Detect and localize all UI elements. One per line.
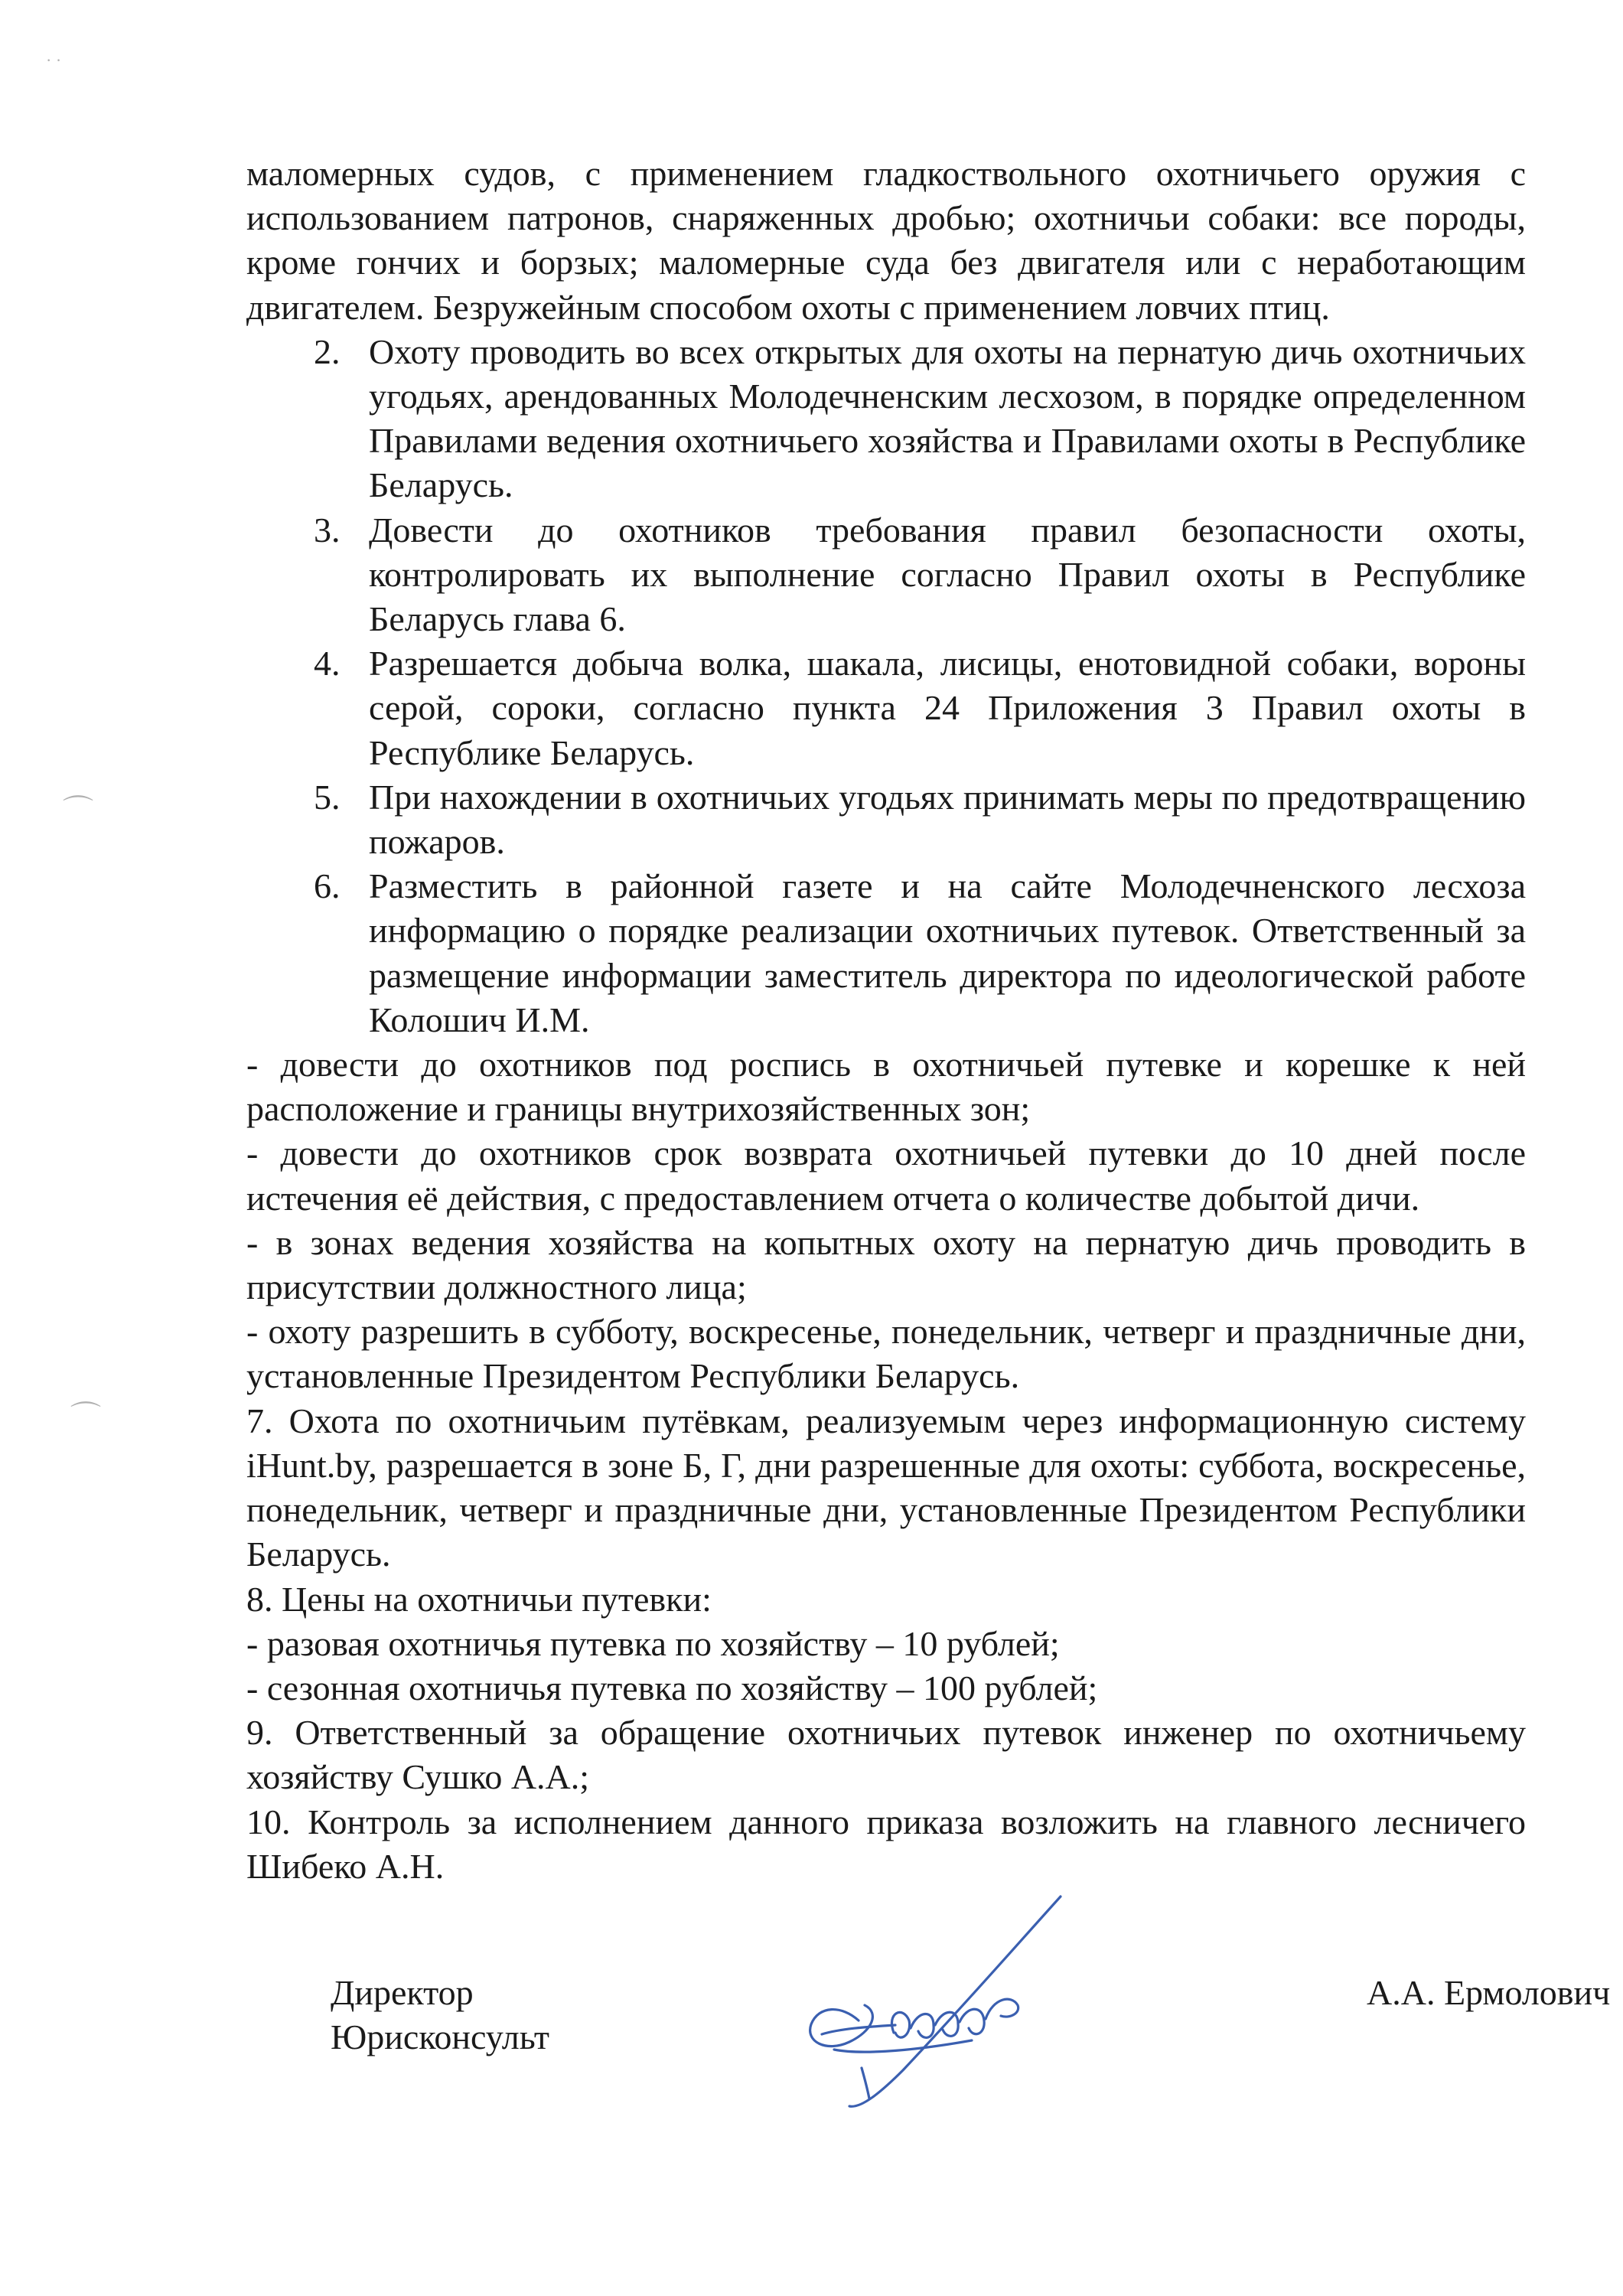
scan-mark-mid-left: ⌒ (63, 794, 93, 828)
price-line: - сезонная охотничья путевка по хозяйству – 100 рублей; (246, 1668, 1098, 1707)
list-item (246, 330, 1526, 508)
item-number: 6. (314, 866, 341, 906)
document-body (246, 152, 1526, 1889)
dash-item: - в зонах ведения хозяйства на копытных охоту на пернатую дичь проводить в присутствии должностного лица; (246, 1222, 1526, 1307)
item-text: Довести до охотников требования правил безопасности охоты, контролировать их выполнение согласно Правил охоты в Республике Беларусь глава 6. (369, 510, 1526, 639)
item-7-paragraph: 7. Охота по охотничьим путёвкам, реализуемым через информационную систему iHunt.by, разрешается в зоне Б, Г, дни разрешенные для охоты: суббота, воскресенье, понедельник, четверг и праздничные дни, установленные Президентом Республики Беларусь. (246, 1401, 1526, 1574)
dash-item: - охоту разрешить в субботу, воскресенье, понедельник, четверг и праздничные дни, установленные Президентом Республики Беларусь. (246, 1312, 1526, 1396)
item-8-prices (246, 1577, 1526, 1711)
intro-paragraph: маломерных судов, с применением гладкоствольного охотничьего оружия с использованием патронов, снаряженных дробью; охотничьи собаки: все породы, кроме гончих и борзых; маломерные суда без двигателя или с неработающим двигателем. Безружейным способом охоты с применением ловчих птиц. (246, 154, 1526, 327)
scan-mark-lower-left: ⌒ (70, 1400, 101, 1434)
item-text: Разрешается добыча волка, шакала, лисицы, енотовидной собаки, вороны серой, сороки, согласно пункта 24 Приложения 3 Правил охоты в Республике Беларусь. (369, 644, 1526, 772)
numbered-list (246, 330, 1526, 1042)
list-item (246, 641, 1526, 775)
signature-block (331, 1971, 1611, 2060)
director-name: А.А. Ермолович (1367, 1973, 1611, 2012)
prices-heading: 8. Цены на охотничьи путевки: (246, 1579, 712, 1619)
list-item (246, 864, 1526, 1042)
item-text: Охоту проводить во всех открытых для охоты на пернатую дичь охотничьих угодьях, арендованных Молодечненским лесхозом, в порядке определенном Правилами ведения охотничьего хозяйства и Правилами охоты в Республике Беларусь. (369, 331, 1526, 505)
scan-mark-top-left: · · (46, 51, 62, 70)
item-text: Разместить в районной газете и на сайте Молодечненского лесхоза информацию о порядке реализации охотничьих путевок. Ответственный за размещение информации заместитель директора по идеологической работе Колошич И.М. (369, 866, 1526, 1039)
item-10-paragraph: 10. Контроль за исполнением данного приказа возложить на главного лесничего Шибеко А.Н. (246, 1802, 1526, 1886)
item-number: 3. (314, 510, 341, 550)
list-item (246, 775, 1526, 864)
list-item (246, 508, 1526, 642)
item-number: 5. (314, 777, 341, 817)
signatory-roles (331, 1971, 1524, 2060)
dash-item: - довести до охотников под роспись в охотничьей путевке и корешке к ней расположение и границы внутрихозяйственных зон; (246, 1045, 1526, 1129)
item-9-paragraph: 9. Ответственный за обращение охотничьих путевок инженер по охотничьему хозяйству Сушко А.А.; (246, 1713, 1526, 1797)
role-legal-adviser: Юрисконсульт (331, 2017, 550, 2056)
item-number: 4. (314, 644, 341, 683)
item-text: При нахождении в охотничьих угодьях принимать меры по предотвращению пожаров. (369, 777, 1526, 862)
price-line: - разовая охотничья путевка по хозяйству – 10 рублей; (246, 1623, 1060, 1663)
dash-list (246, 1042, 1526, 1399)
dash-item: - довести до охотников срок возврата охотничьей путевки до 10 дней после истечения её действия, с предоставлением отчета о количестве добытой дичи. (246, 1133, 1526, 1218)
item-number: 2. (314, 331, 341, 371)
role-director: Директор (331, 1973, 474, 2012)
